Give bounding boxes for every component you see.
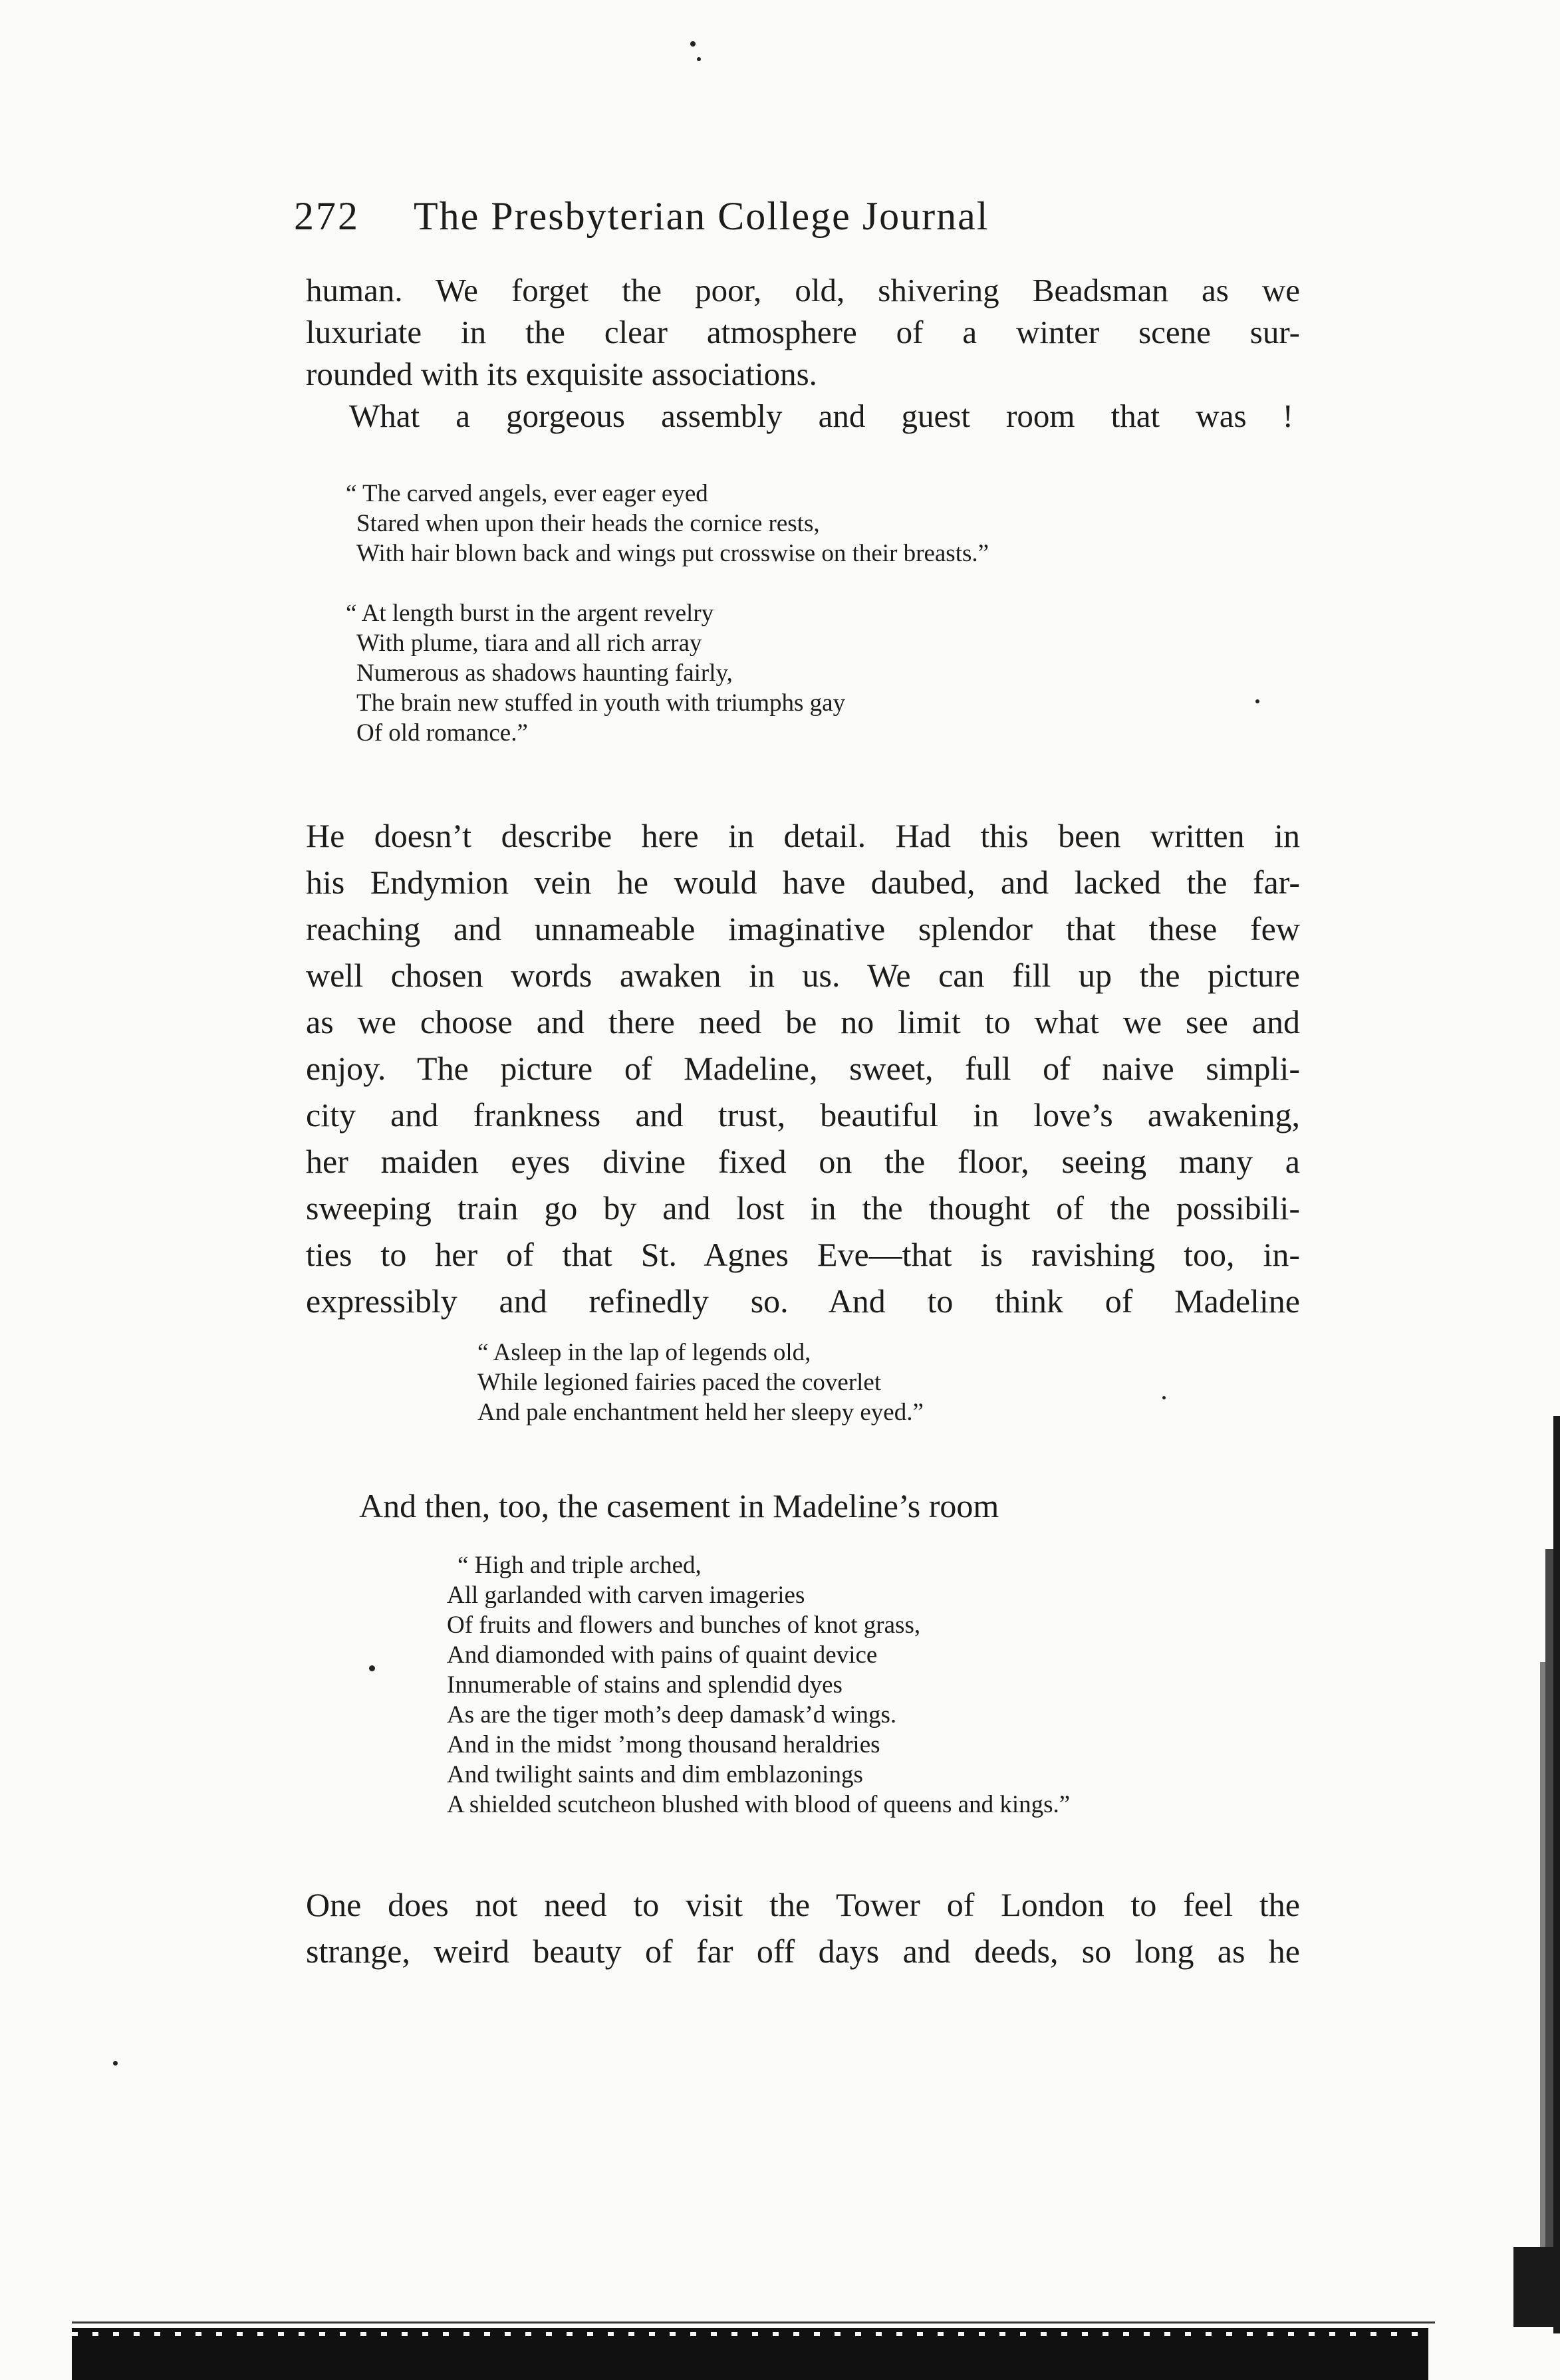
scan-bottom-bar: [72, 2328, 1428, 2380]
text-line: What a gorgeous assembly and guest room that was !: [349, 398, 1293, 434]
text-line: enjoy. The picture of Madeline, sweet, full of naive simpli-: [306, 1050, 1300, 1087]
scan-speck: [1255, 699, 1259, 703]
scan-edge-shadow: [1553, 1416, 1560, 2333]
text-line: expressibly and refinedly so. And to think of Madeline: [306, 1282, 1300, 1320]
text-line: One does not need to visit the Tower of London to feel the: [306, 1886, 1300, 1923]
paragraph-4: And then, too, the casement in Madeline’s room: [359, 1487, 999, 1524]
verse-quote-1: [346, 479, 989, 568]
text-line: sweeping train go by and lost in the thought of the possibili-: [306, 1189, 1300, 1227]
text-line: his Endymion vein he would have daubed, and lacked the far-: [306, 864, 1300, 901]
verse-line: And twilight saints and dim emblazonings: [447, 1761, 863, 1788]
text-line: luxuriate in the clear atmosphere of a winter scene sur-: [306, 314, 1300, 350]
verse-line: Numerous as shadows haunting fairly,: [356, 659, 733, 687]
scan-speck: [1162, 1396, 1166, 1399]
text-line: strange, weird beauty of far off days and deeds, so long as he: [306, 1933, 1300, 1970]
verse-line: And in the midst ’mong thousand heraldries: [447, 1731, 880, 1758]
verse-line: With hair blown back and wings put crosswise on their breasts.”: [356, 540, 989, 567]
verse-line: “ The carved angels, ever eager eyed: [346, 480, 708, 507]
verse-line: “ Asleep in the lap of legends old,: [477, 1339, 811, 1366]
paragraph-1: [306, 269, 1300, 395]
scan-speck: [369, 1665, 375, 1671]
text-line: rounded with its exquisite associations.: [306, 356, 817, 392]
running-header: [294, 186, 1331, 246]
paragraph-2: [349, 395, 1293, 437]
text-line: as we choose and there need be no limit to what we see and: [306, 1003, 1300, 1040]
scan-edge-shadow: [1513, 2247, 1560, 2327]
verse-line: While legioned fairies paced the coverlet: [477, 1369, 882, 1396]
verse-line: Stared when upon their heads the cornice rests,: [356, 510, 820, 537]
verse-line: “ At length burst in the argent revelry: [346, 600, 714, 627]
scan-speck: [697, 57, 701, 61]
verse-line: And pale enchantment held her sleepy eyed.”: [477, 1399, 924, 1426]
paragraph-3: [306, 812, 1300, 1324]
scan-speck: [113, 2061, 118, 2066]
text-line: city and frankness and trust, beautiful in love’s awakening,: [306, 1096, 1300, 1133]
text-line: reaching and unnameable imaginative splendor that these few: [306, 910, 1300, 947]
scan-speck: [690, 41, 696, 47]
scan-bottom-rule: [72, 2321, 1435, 2323]
journal-title: The Presbyterian College Journal: [414, 194, 989, 238]
verse-line: All garlanded with carven imageries: [447, 1582, 805, 1609]
verse-line: With plume, tiara and all rich array: [356, 630, 702, 657]
verse-quote-2: [346, 598, 845, 748]
paragraph-5: [306, 1881, 1300, 1974]
scan-edge-shadow: [1540, 1662, 1545, 2294]
text-line: ties to her of that St. Agnes Eve—that is ravishing too, in-: [306, 1236, 1300, 1273]
text-line: her maiden eyes divine fixed on the floor, seeing many a: [306, 1143, 1300, 1180]
scan-edge-shadow: [1545, 1549, 1553, 2314]
text-line: He doesn’t describe here in detail. Had this been written in: [306, 817, 1300, 854]
page-number: 272: [294, 194, 360, 238]
text-line: well chosen words awaken in us. We can fill up the picture: [306, 957, 1300, 994]
verse-line: “ High and triple arched,: [457, 1552, 702, 1579]
verse-line: Innumerable of stains and splendid dyes: [447, 1671, 843, 1699]
verse-line: The brain new stuffed in youth with triumphs gay: [356, 689, 846, 717]
verse-line: Of fruits and flowers and bunches of knot grass,: [447, 1611, 921, 1639]
verse-line: Of old romance.”: [356, 719, 528, 747]
verse-quote-3: [477, 1338, 924, 1427]
verse-line: As are the tiger moth’s deep damask’d wings.: [447, 1701, 897, 1728]
text-line: human. We forget the poor, old, shivering Beadsman as we: [306, 272, 1300, 308]
verse-line: A shielded scutcheon blushed with blood of queens and kings.”: [447, 1791, 1071, 1818]
verse-quote-4: [447, 1550, 1070, 1820]
verse-line: And diamonded with pains of quaint device: [447, 1641, 878, 1669]
